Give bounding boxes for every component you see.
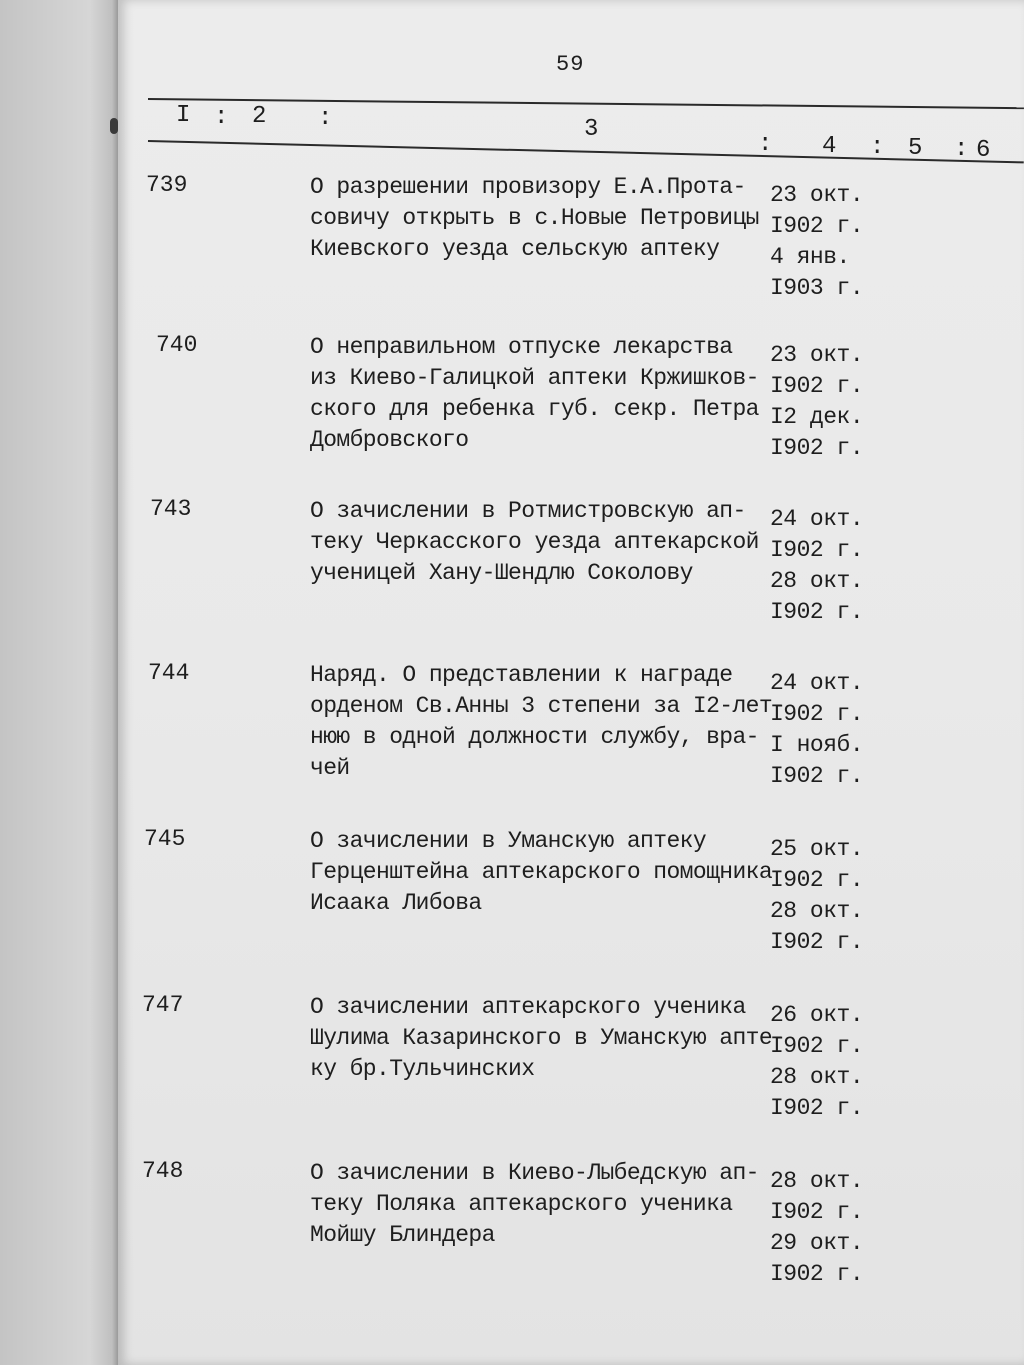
entry-number: 739 [146,172,188,198]
entry-description: О зачислении в Киево-Лыбедскую ап- теку Поляка аптекарского ученика Мойшу Блиндера [310,1160,759,1248]
entry-number: 744 [148,660,190,686]
entry-description: О зачислении в Ротмистровскую ап- теку Черкасского уезда аптекарской ученицей Хану-Шендлю Соколову [310,498,759,586]
column-separator: : [954,136,969,163]
column-separator: : [758,131,773,158]
entry-description: О зачислении в Уманскую аптеку Герценштейна аптекарского помощника Исаака Либова [310,828,773,916]
column-header-3: 3 [584,116,599,143]
column-header-1: I [176,102,191,129]
entry-number: 743 [150,496,192,522]
entry-dates: 24 окт. I902 г. 28 окт. I902 г. [770,506,864,625]
entry-number: 748 [142,1158,184,1184]
entry-number: 747 [142,992,184,1018]
column-header-2: 2 [252,103,267,130]
page-number: 59 [556,52,585,77]
column-header-6: 6 [976,137,991,164]
entry-description: О разрешении провизору Е.А.Прота- совичу открыть в с.Новые Петровицы Киевского уезда сельскую аптеку [310,174,759,262]
column-header-5: 5 [908,135,923,162]
entry-dates: 23 окт. I902 г. 4 янв. I903 г. [770,182,864,301]
entry-dates: 24 окт. I902 г. I нояб. I902 г. [770,670,864,789]
entry-number: 745 [144,826,186,852]
entry-dates: 28 окт. I902 г. 29 окт. I902 г. [770,1168,864,1287]
binding-hole-icon [110,118,118,134]
column-separator: : [870,134,885,161]
left-page-fragment [0,0,118,1365]
entry-description: Наряд. О представлении к награде орденом Св.Анны 3 степени за I2-лет- нюю в одной должности службу, вра- чей [310,662,786,781]
header-rule-top [148,98,1024,109]
entry-description: О зачислении аптекарского ученика Шулима Казаринского в Уманскую апте- ку бр.Тульчинских [310,994,786,1082]
column-separator: : [214,104,229,131]
entry-number: 740 [156,332,198,358]
entry-description: О неправильном отпуске лекарства из Киево-Галицкой аптеки Кржишков- ского для ребенка губ. секр. Петра Домбровского [310,334,759,453]
document-page [118,0,1024,1365]
column-separator: : [318,105,333,132]
column-header-4: 4 [822,133,837,160]
header-rule-bottom [148,140,1024,163]
entry-dates: 25 окт. I902 г. 28 окт. I902 г. [770,836,864,955]
entry-dates: 26 окт. I902 г. 28 окт. I902 г. [770,1002,864,1121]
entry-dates: 23 окт. I902 г. I2 дек. I902 г. [770,342,864,461]
